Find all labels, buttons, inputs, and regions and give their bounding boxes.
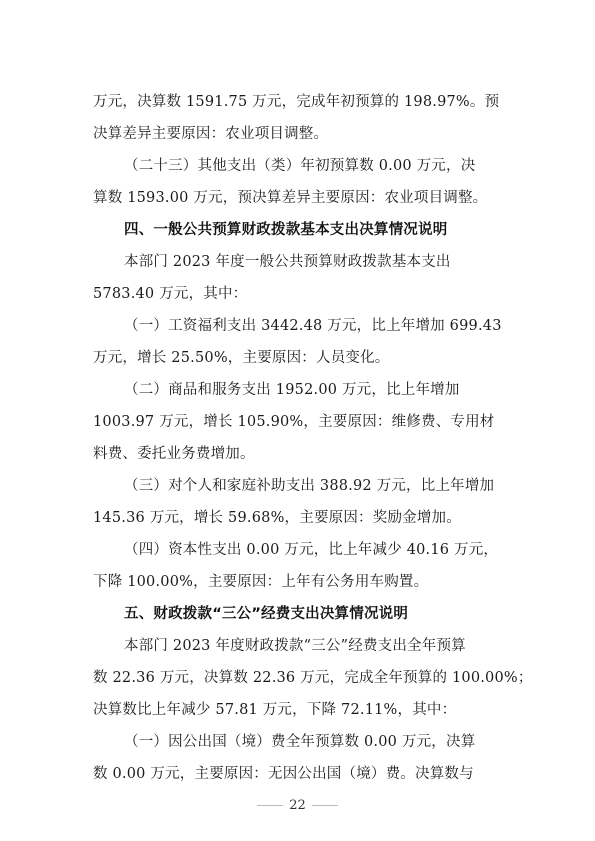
body-line: （二）商品和服务支出 1952.00 万元，比上年增加 bbox=[124, 382, 460, 398]
body-line: （一）因公出国（境）费全年预算数 0.00 万元，决算 bbox=[124, 734, 476, 750]
body-line: 5783.40 万元，其中： bbox=[93, 286, 248, 302]
page-number-dash-right bbox=[312, 805, 338, 806]
body-line: 万元，增长 25.50%，主要原因：人员变化。 bbox=[93, 350, 390, 366]
body-line: （二十三）其他支出（类）年初预算数 0.00 万元，决 bbox=[124, 158, 476, 174]
body-line: 本部门 2023 年度财政拨款“三公”经费支出全年预算 bbox=[124, 638, 466, 654]
body-line: 决算差异主要原因：农业项目调整。 bbox=[93, 126, 329, 142]
body-line: （一）工资福利支出 3442.48 万元，比上年增加 699.43 bbox=[124, 318, 502, 334]
body-line: 1003.97 万元，增长 105.90%，主要原因：维修费、专用材 bbox=[93, 414, 495, 430]
body-line: 料费、委托业务费增加。 bbox=[93, 446, 255, 462]
section-heading: 五、财政拨款“三公”经费支出决算情况说明 bbox=[124, 606, 409, 622]
page-number bbox=[0, 798, 595, 813]
section-heading: 四、一般公共预算财政拨款基本支出决算情况说明 bbox=[124, 222, 448, 238]
page-number-text: 22 bbox=[289, 798, 306, 813]
body-line: 决算数比上年减少 57.81 万元，下降 72.11%，其中： bbox=[93, 702, 457, 718]
body-line: （四）资本性支出 0.00 万元，比上年减少 40.16 万元， bbox=[124, 542, 499, 558]
body-line: 145.36 万元，增长 59.68%，主要原因：奖励金增加。 bbox=[93, 510, 461, 526]
body-line: 算数 1593.00 万元，预决算差异主要原因：农业项目调整。 bbox=[93, 190, 488, 206]
body-line: （三）对个人和家庭补助支出 388.92 万元，比上年增加 bbox=[124, 478, 495, 494]
body-line: 万元，决算数 1591.75 万元，完成年初预算的 198.97%。预 bbox=[93, 94, 500, 110]
body-line: 本部门 2023 年度一般公共预算财政拨款基本支出 bbox=[124, 254, 451, 270]
page-number-dash-left bbox=[257, 805, 283, 806]
body-line: 数 22.36 万元，决算数 22.36 万元，完成全年预算的 100.00%； bbox=[93, 670, 533, 686]
body-line: 数 0.00 万元，主要原因：无因公出国（境）费。决算数与 bbox=[93, 766, 474, 782]
body-line: 下降 100.00%，主要原因：上年有公务用车购置。 bbox=[93, 574, 429, 590]
